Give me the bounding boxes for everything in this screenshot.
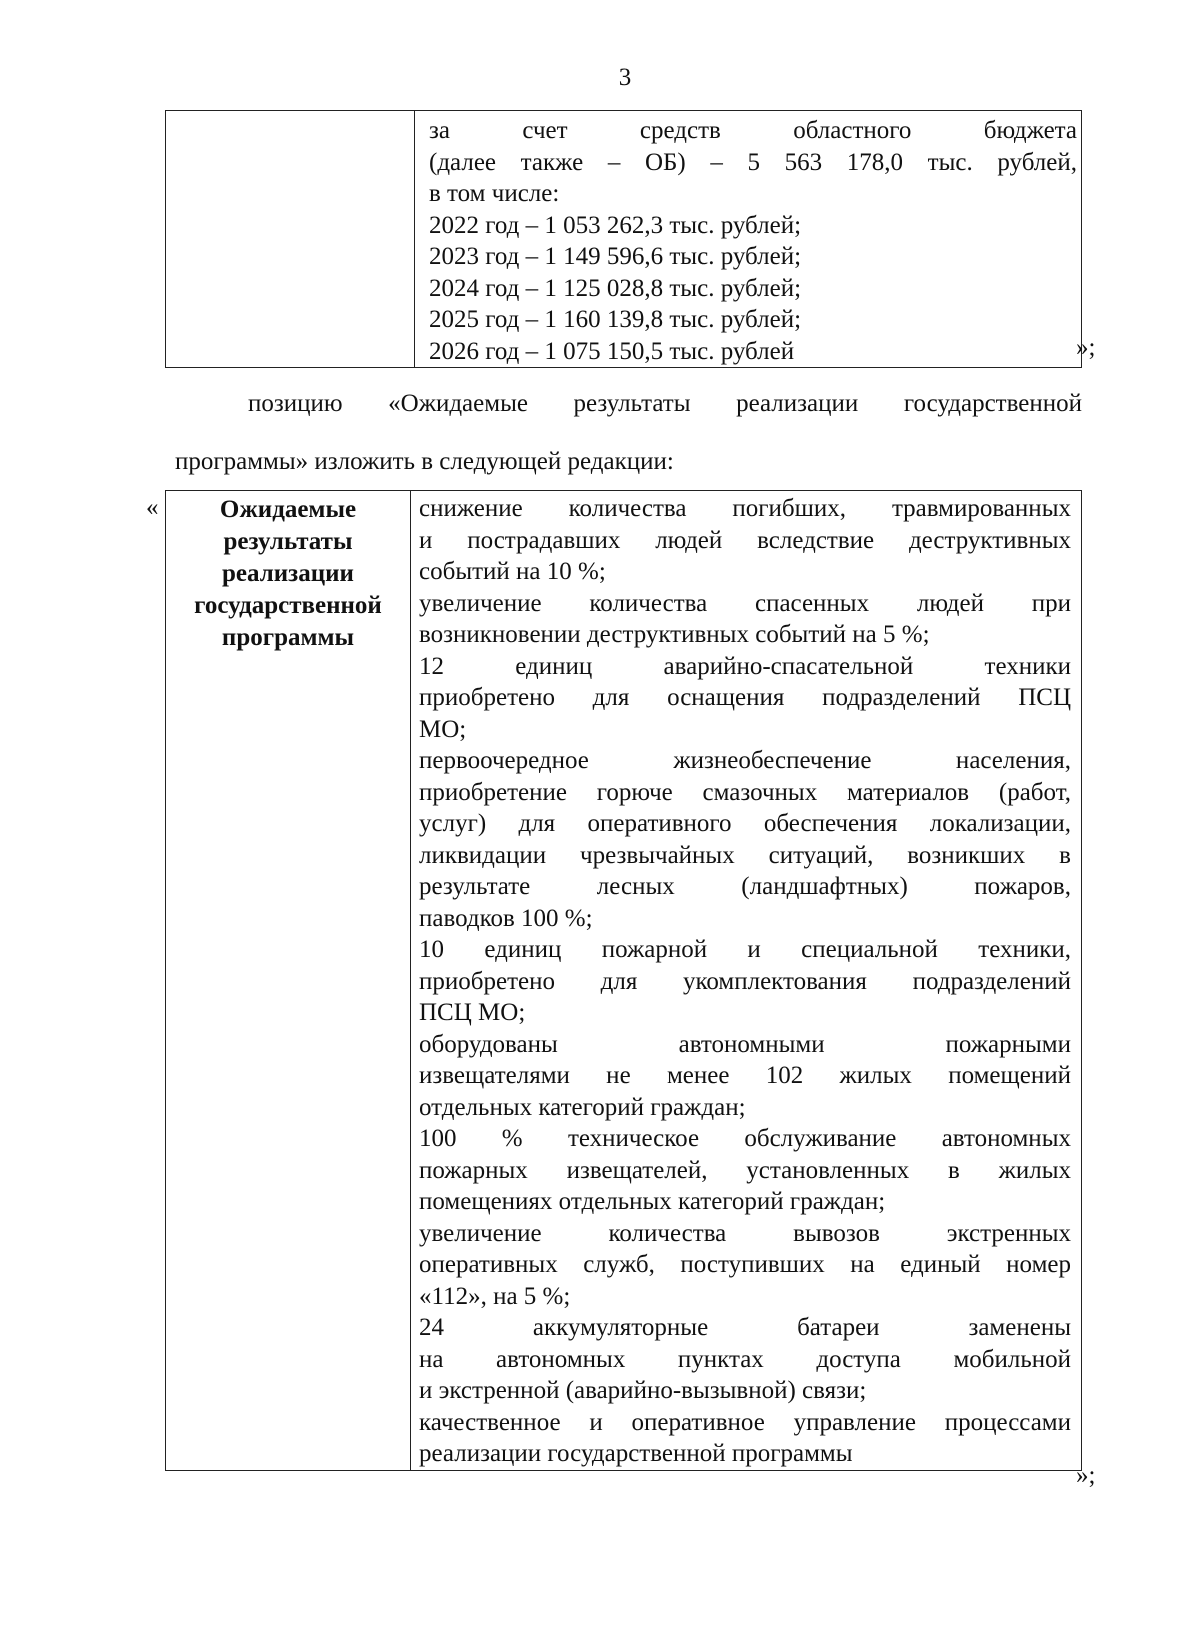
heading-line: реализации	[222, 560, 354, 587]
budget-table	[165, 110, 1082, 368]
opening-quote: «	[146, 494, 159, 521]
result-line: паводков 100 %;	[419, 904, 593, 932]
expected-results-content-cell	[411, 491, 1082, 1471]
closing-quote: »;	[1076, 1462, 1096, 1489]
result-line: событий на 10 %;	[419, 558, 606, 585]
result-line: снижение количества погибших, травмированных	[419, 495, 1071, 522]
amendment-paragraph-line-1: позицию «Ожидаемые результаты реализации государственной	[248, 390, 1082, 417]
budget-line: 2022 год – 1 053 262,3 тыс. рублей;	[429, 211, 802, 239]
budget-line: 2024 год – 1 125 028,8 тыс. рублей;	[429, 274, 802, 302]
result-line: приобретение горюче смазочных материалов (работ,	[419, 778, 1071, 806]
result-line: 12 единиц аварийно-спасательной техники	[419, 652, 1071, 680]
budget-line: за счет средств областного бюджета	[429, 117, 1077, 144]
heading-line: государственной	[194, 592, 382, 619]
result-line: отдельных категорий граждан;	[419, 1093, 746, 1121]
closing-quote: »;	[1076, 334, 1096, 361]
result-line: первоочередное жизнеобеспечение населения,	[419, 747, 1071, 774]
result-line: 10 единиц пожарной и специальной техники,	[419, 936, 1071, 963]
result-line: ликвидации чрезвычайных ситуаций, возникших в	[419, 841, 1071, 869]
result-line: реализации государственной программы	[419, 1440, 853, 1467]
result-line: помещениях отдельных категорий граждан;	[419, 1188, 886, 1215]
result-line: возникновении деструктивных событий на 5 %;	[419, 621, 930, 648]
budget-table-empty-cell	[166, 111, 415, 368]
budget-line: (далее также – ОБ) – 5 563 178,0 тыс. рублей,	[429, 148, 1077, 176]
result-line: результате лесных (ландшафтных) пожаров,	[419, 873, 1071, 900]
budget-table-content-cell	[415, 111, 1082, 368]
expected-results-heading-cell	[166, 491, 411, 1471]
heading-line: Ожидаемые	[219, 496, 357, 523]
result-line: оборудованы автономными пожарными	[419, 1030, 1071, 1058]
budget-line: в том числе:	[429, 180, 560, 207]
amendment-paragraph-line-2: программы» изложить в следующей редакции:	[175, 448, 674, 475]
result-line: ПСЦ МО;	[419, 999, 526, 1026]
result-line: и экстренной (аварийно-вызывной) связи;	[419, 1377, 867, 1404]
result-line: приобретено для оснащения подразделений ПСЦ	[419, 684, 1071, 711]
page-number: 3	[618, 64, 632, 91]
result-line: пожарных извещателей, установленных в жилых	[419, 1156, 1071, 1184]
result-line: 100 % техническое обслуживание автономных	[419, 1125, 1071, 1152]
result-line: качественное и оперативное управление процессами	[419, 1408, 1071, 1436]
budget-line: 2025 год – 1 160 139,8 тыс. рублей;	[429, 306, 802, 333]
result-line: «112», на 5 %;	[419, 1282, 571, 1310]
result-line: извещателями не менее 102 жилых помещений	[419, 1062, 1071, 1089]
result-line: оперативных служб, поступивших на единый номер	[419, 1251, 1071, 1278]
heading-line: результаты	[223, 528, 353, 555]
result-line: и пострадавших людей вследствие деструктивных	[419, 526, 1071, 554]
result-line: 24 аккумуляторные батареи заменены	[419, 1314, 1071, 1341]
expected-results-table	[165, 490, 1082, 1471]
result-line: услуг) для оперативного обеспечения локализации,	[419, 810, 1071, 837]
result-line: на автономных пунктах доступа мобильной	[419, 1345, 1071, 1373]
result-line: приобретено для укомплектования подразделений	[419, 967, 1071, 995]
budget-line: 2023 год – 1 149 596,6 тыс. рублей;	[429, 243, 802, 270]
result-line: увеличение количества вывозов экстренных	[419, 1219, 1071, 1247]
budget-line: 2026 год – 1 075 150,5 тыс. рублей	[429, 337, 795, 365]
result-line: увеличение количества спасенных людей при	[419, 589, 1071, 617]
heading-line: программы	[221, 624, 355, 651]
result-line: МО;	[419, 715, 467, 743]
